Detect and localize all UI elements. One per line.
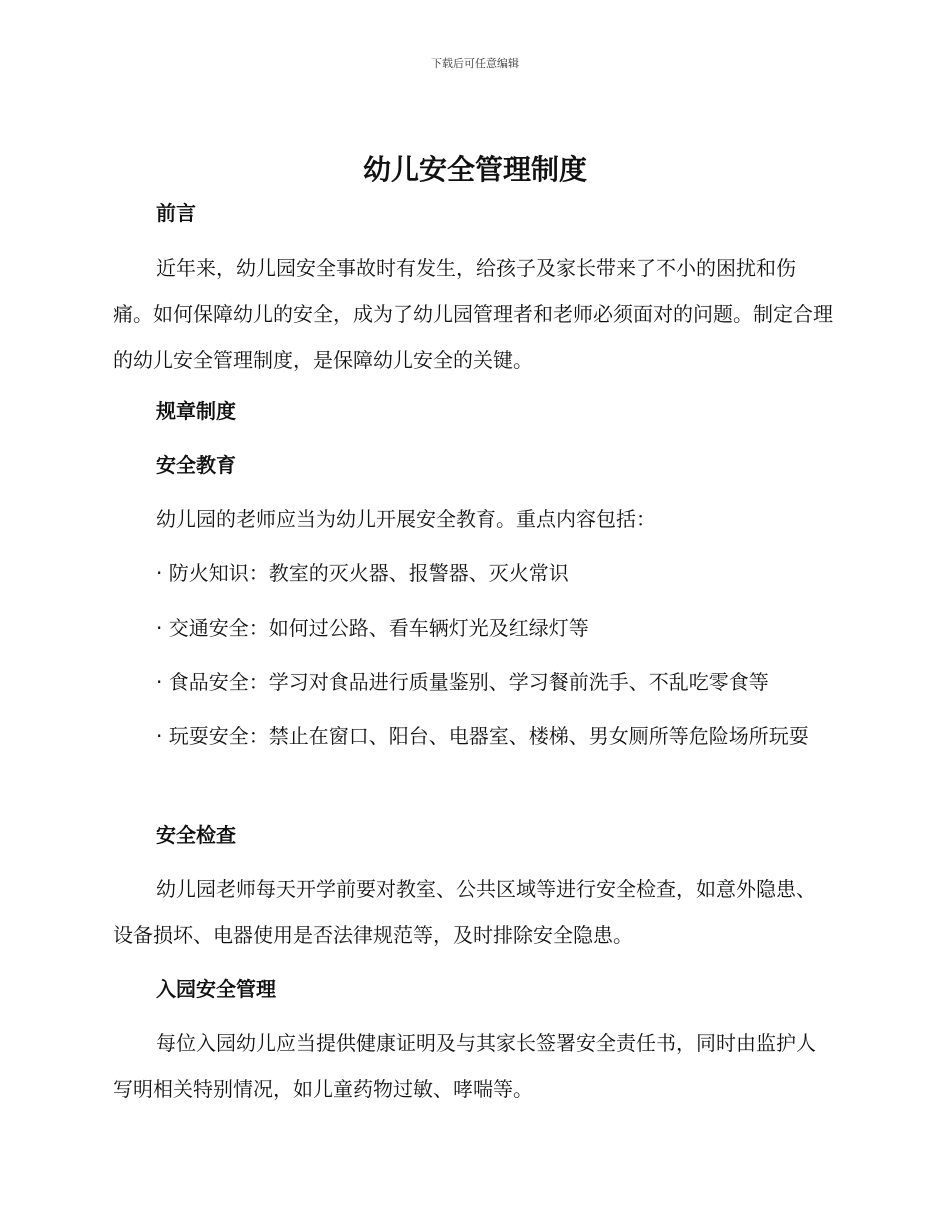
- section-heading-admission: 入园安全管理: [156, 977, 276, 1001]
- section-heading-rules: 规章制度: [156, 399, 236, 423]
- list-item: · 交通安全：如何过公路、看车辆灯光及红绿灯等: [156, 616, 589, 640]
- list-item: · 防火知识：教室的灭火器、报警器、灭火常识: [156, 561, 569, 585]
- paragraph-admission: 每位入园幼儿应当提供健康证明及与其家长签署安全责任书，同时由监护人写明相关特别情况，如儿童药物过敏、哮喘等。: [113, 1031, 816, 1101]
- page-header-note: 下载后可任意编辑: [431, 57, 519, 70]
- paragraph-preface: 近年来，幼儿园安全事故时有发生，给孩子及家长带来了不小的困扰和伤痛。如何保障幼儿的安全，成为了幼儿园管理者和老师必须面对的问题。制定合理的幼儿安全管理制度，是保障幼儿安全的关键。: [113, 256, 833, 372]
- list-item: · 食品安全：学习对食品进行质量鉴别、学习餐前洗手、不乱吃零食等: [156, 670, 769, 694]
- list-item: · 玩耍安全：禁止在窗口、阳台、电器室、楼梯、男女厕所等危险场所玩耍: [156, 724, 809, 748]
- section-heading-preface: 前言: [156, 201, 196, 225]
- section-heading-education: 安全教育: [156, 453, 236, 477]
- paragraph-education-intro: 幼儿园的老师应当为幼儿开展安全教育。重点内容包括：: [156, 507, 656, 531]
- section-heading-inspection: 安全检查: [156, 823, 236, 847]
- document-title: 幼儿安全管理制度: [362, 153, 587, 186]
- paragraph-inspection: 幼儿园老师每天开学前要对教室、公共区域等进行安全检查，如意外隐患、设备损坏、电器使用是否法律规范等，及时排除安全隐患。: [113, 877, 816, 947]
